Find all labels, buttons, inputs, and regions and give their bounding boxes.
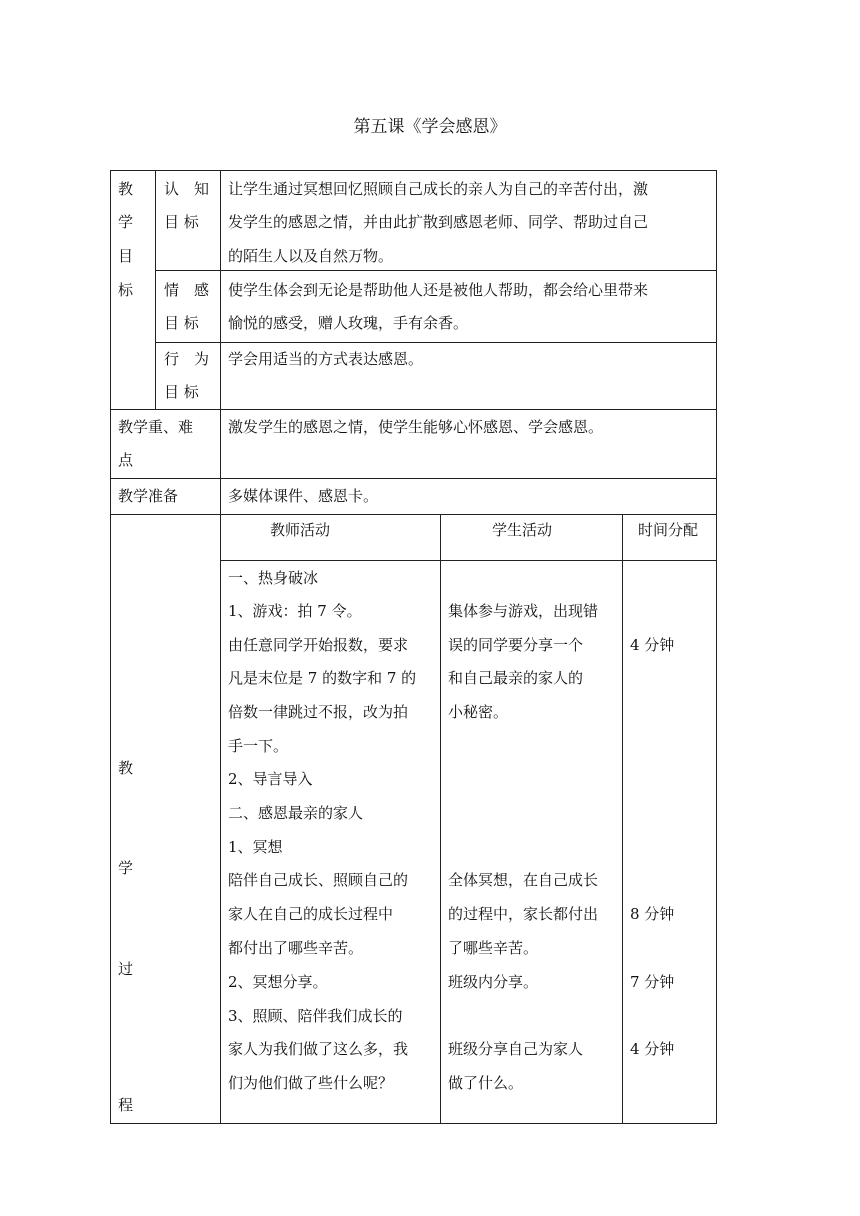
- student-activity-line: 了哪些辛苦。: [448, 939, 539, 957]
- teacher-activity-line: 都付出了哪些辛苦。: [228, 939, 364, 957]
- header-time-allocation: 时间分配: [638, 521, 699, 539]
- student-activity-line: 全体冥想，在自己成长: [448, 871, 599, 889]
- teacher-activity-line: 1、冥想: [228, 838, 283, 856]
- col-line: [220, 170, 221, 1123]
- row-line: [220, 560, 717, 561]
- behavioral-label: 行 为: [164, 350, 210, 368]
- process-label: 程: [118, 1096, 134, 1114]
- row-line: [110, 514, 717, 515]
- student-activity-line: 误的同学要分享一个: [448, 636, 584, 654]
- teacher-activity-line: 们为他们做了些什么呢？: [228, 1074, 394, 1092]
- emotional-text: 使学生体会到无论是帮助他人还是被他人帮助，都会给心里带来: [228, 281, 649, 299]
- student-activity-line: 班级内分享。: [448, 973, 539, 991]
- cognitive-text: 的陌生人以及自然万物。: [228, 247, 394, 265]
- page-title: 第五课《学会感恩》: [353, 117, 507, 137]
- teacher-activity-line: 一、热身破冰: [228, 569, 319, 587]
- teacher-activity-line: 1、游戏：拍 7 令。: [228, 602, 362, 620]
- teacher-activity-line: 家人为我们做了这么多，我: [228, 1040, 409, 1058]
- emotional-text: 愉悦的感受，赠人玫瑰，手有余香。: [228, 314, 469, 332]
- col-line: [155, 170, 156, 409]
- student-activity-line: 小秘密。: [448, 703, 509, 721]
- cognitive-text: 发学生的感恩之情，并由此扩散到感恩老师、同学、帮助过自己: [228, 213, 649, 231]
- key-points-text: 激发学生的感恩之情，使学生能够心怀感恩、学会感恩。: [228, 418, 604, 436]
- teacher-activity-line: 2、冥想分享。: [228, 973, 328, 991]
- table-border-bottom: [110, 1123, 717, 1124]
- time-allocation: 4 分钟: [630, 1040, 675, 1058]
- objectives-label: 教: [118, 180, 134, 198]
- table-border-left: [110, 170, 111, 1123]
- objectives-label: 学: [118, 213, 134, 231]
- preparation-text: 多媒体课件、感恩卡。: [228, 487, 379, 505]
- time-allocation: 7 分钟: [630, 973, 675, 991]
- time-allocation: 8 分钟: [630, 905, 675, 923]
- teacher-activity-line: 2、导言导入: [228, 770, 313, 788]
- row-line: [110, 409, 717, 410]
- cognitive-label: 目 标: [164, 213, 199, 231]
- emotional-label: 目 标: [164, 314, 199, 332]
- student-activity-line: 的过程中，家长都付出: [448, 905, 599, 923]
- header-student-activity: 学生活动: [492, 521, 553, 539]
- behavioral-text: 学会用适当的方式表达感恩。: [228, 350, 424, 368]
- student-activity-line: 和自己最亲的家人的: [448, 669, 584, 687]
- teacher-activity-line: 手一下。: [228, 737, 289, 755]
- preparation-label: 教学准备: [118, 487, 179, 505]
- col-line: [440, 514, 441, 1123]
- key-points-label: 点: [118, 451, 134, 469]
- objectives-label: 标: [118, 281, 134, 299]
- teacher-activity-line: 二、感恩最亲的家人: [228, 804, 364, 822]
- student-activity-line: 做了什么。: [448, 1074, 524, 1092]
- col-line: [622, 514, 623, 1123]
- student-activity-line: 班级分享自己为家人: [448, 1040, 584, 1058]
- teacher-activity-line: 凡是末位是 7 的数字和 7 的: [228, 669, 417, 687]
- cognitive-text: 让学生通过冥想回忆照顾自己成长的亲人为自己的辛苦付出，激: [228, 180, 649, 198]
- teacher-activity-line: 家人在自己的成长过程中: [228, 905, 394, 923]
- teacher-activity-line: 倍数一律跳过不报，改为拍: [228, 703, 409, 721]
- process-label: 过: [118, 960, 134, 978]
- time-allocation: 4 分钟: [630, 636, 675, 654]
- table-border-top: [110, 170, 717, 171]
- process-label: 学: [118, 859, 134, 877]
- row-line: [110, 478, 717, 479]
- behavioral-label: 目 标: [164, 383, 199, 401]
- cognitive-label: 认 知: [164, 180, 210, 198]
- student-activity-line: 集体参与游戏，出现错: [448, 602, 599, 620]
- emotional-label: 情 感: [164, 281, 210, 299]
- table-border-right: [716, 170, 717, 1123]
- process-label: 教: [118, 759, 134, 777]
- teacher-activity-line: 3、照顾、陪伴我们成长的: [228, 1007, 403, 1025]
- key-points-label: 教学重、难: [118, 418, 194, 436]
- teacher-activity-line: 由任意同学开始报数，要求: [228, 636, 409, 654]
- objectives-label: 目: [118, 247, 134, 265]
- teacher-activity-line: 陪伴自己成长、照顾自己的: [228, 871, 409, 889]
- header-teacher-activity: 教师活动: [270, 521, 331, 539]
